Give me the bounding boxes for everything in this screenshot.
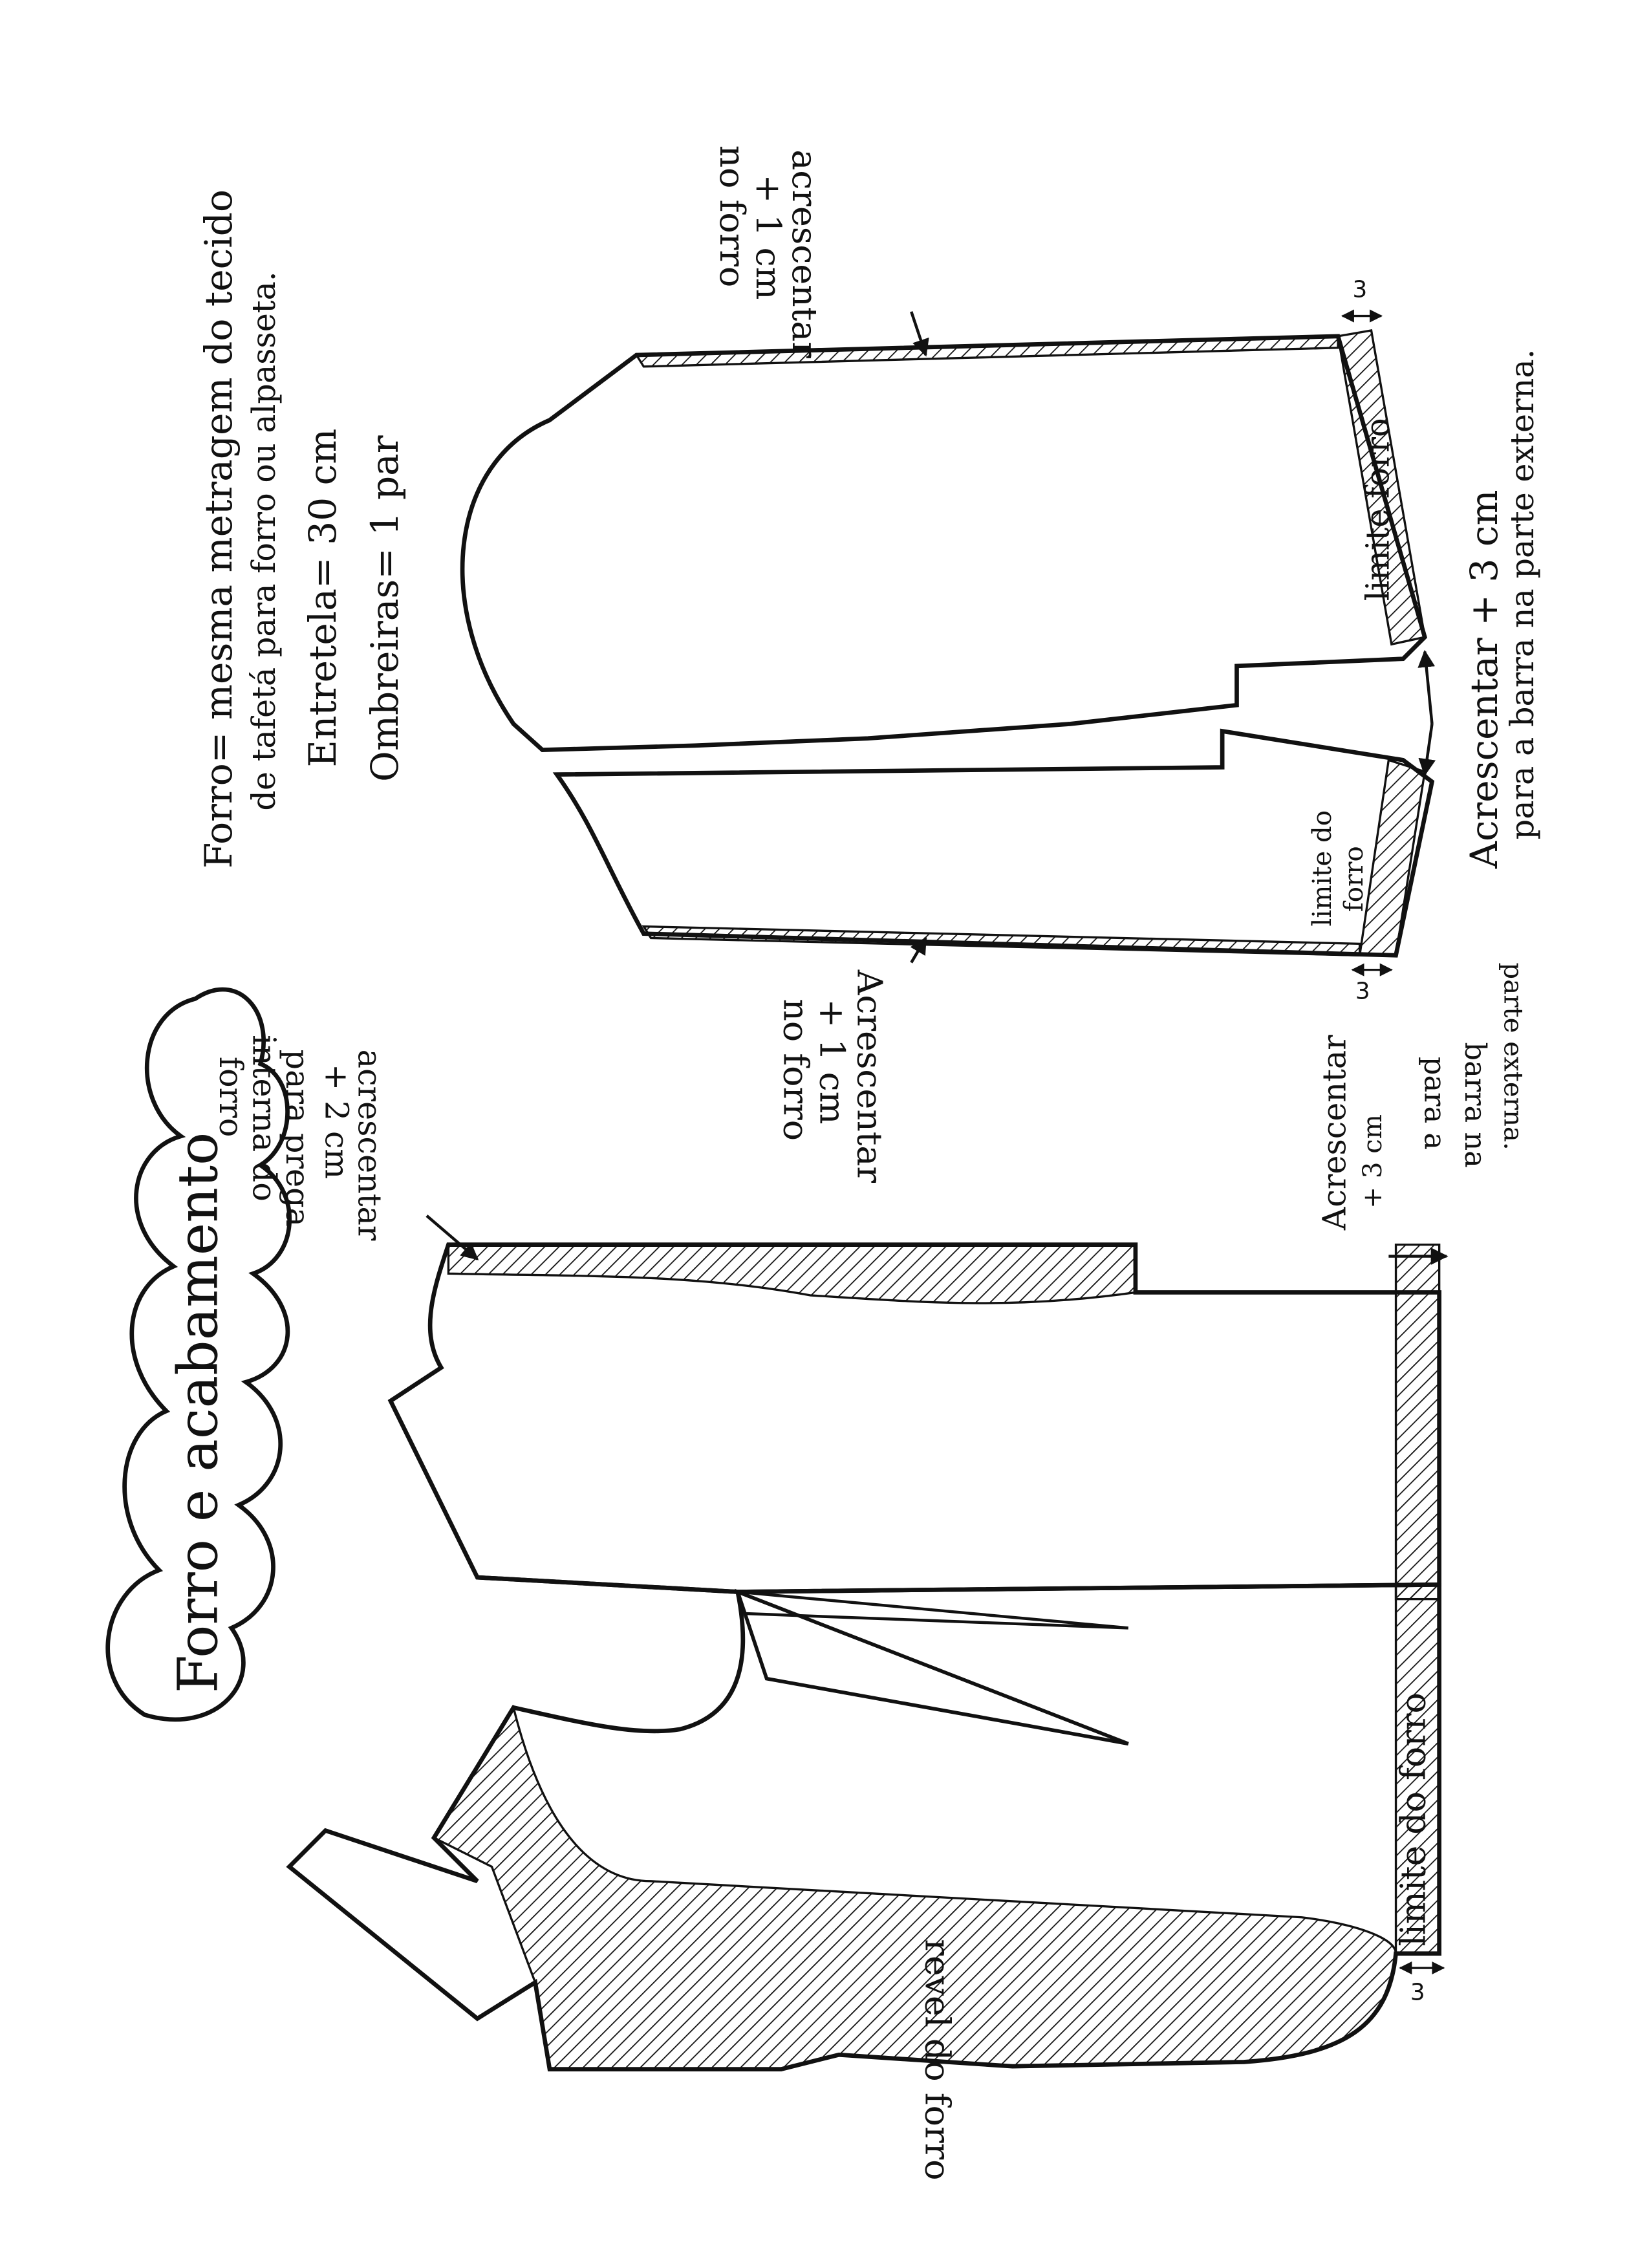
sleeve-bottom-add-3: no forro <box>775 999 817 1141</box>
sleeve-pattern <box>462 146 1541 1183</box>
back-dart <box>738 1592 1128 1628</box>
sleeve-hem-arrow-up <box>1425 652 1432 724</box>
lower-sleeve-bottom-hatch <box>643 927 1359 956</box>
front-facing-hatch <box>434 1707 1396 2069</box>
sleeve-limit-a: limite forro <box>1359 418 1397 601</box>
back-add-2: + 2 cm <box>318 1064 356 1180</box>
sleeve-bottom-add-2: + 1 cm <box>812 999 853 1125</box>
sleeve-limit-b-1: limite do <box>1307 810 1337 927</box>
sleeve-bottom-add-1: Acrescentar <box>849 969 890 1183</box>
back-add-4: interna do <box>245 1035 283 1202</box>
body-hem-4: barra na <box>1458 1042 1493 1168</box>
body-hem-1: Acrescentar <box>1315 1035 1353 1231</box>
back-add-3: para prega <box>278 1049 316 1227</box>
body-hem-5: parte externa. <box>1498 962 1528 1150</box>
revel-label: revel do forro <box>917 1939 958 2181</box>
sleeve-top-add-3: no forro <box>711 145 753 288</box>
sleeve-top-add-1: acrescentar <box>784 149 825 358</box>
body-limit-label: limite do forro <box>1392 1692 1434 1947</box>
sleeve-hem-note-2: para a barra na parte externa. <box>1503 349 1542 840</box>
upper-sleeve-top-hatch <box>636 336 1338 367</box>
back-add-1: acrescentar <box>350 1049 389 1241</box>
upper-sleeve-outline <box>462 336 1425 750</box>
back-hem-hatch <box>1396 1245 1439 1599</box>
sleeve-dim-top: 3 <box>1352 276 1368 303</box>
lower-sleeve-outline <box>557 731 1432 956</box>
page-title: Forro e acabamento <box>166 1132 231 1694</box>
notes-block <box>197 189 407 869</box>
forro-note-line1: Forro= mesma metragem do tecido <box>196 189 241 869</box>
sleeve-limit-b-2: forro <box>1339 846 1370 913</box>
entretela-note: Entretela= 30 cm <box>300 428 345 768</box>
forro-note-line2: de tafetá para forro ou alpasseta. <box>245 271 283 811</box>
body-hem-2: + 3 cm <box>1358 1114 1388 1209</box>
sleeve-hem-arrow-down <box>1425 724 1432 774</box>
back-top-hatch <box>448 1245 1136 1303</box>
ombreiras-note: Ombreiras= 1 par <box>363 435 407 782</box>
back-add-5: forro <box>212 1056 250 1138</box>
body-dim-label: 3 <box>1410 1979 1425 2006</box>
sleeve-hem-note-1: Acrescentar + 3 cm <box>1462 490 1507 869</box>
body-hem-3: para a <box>1417 1056 1452 1150</box>
sleeve-dim-bottom: 3 <box>1355 978 1370 1005</box>
sleeve-top-add-2: + 1 cm <box>748 174 789 300</box>
